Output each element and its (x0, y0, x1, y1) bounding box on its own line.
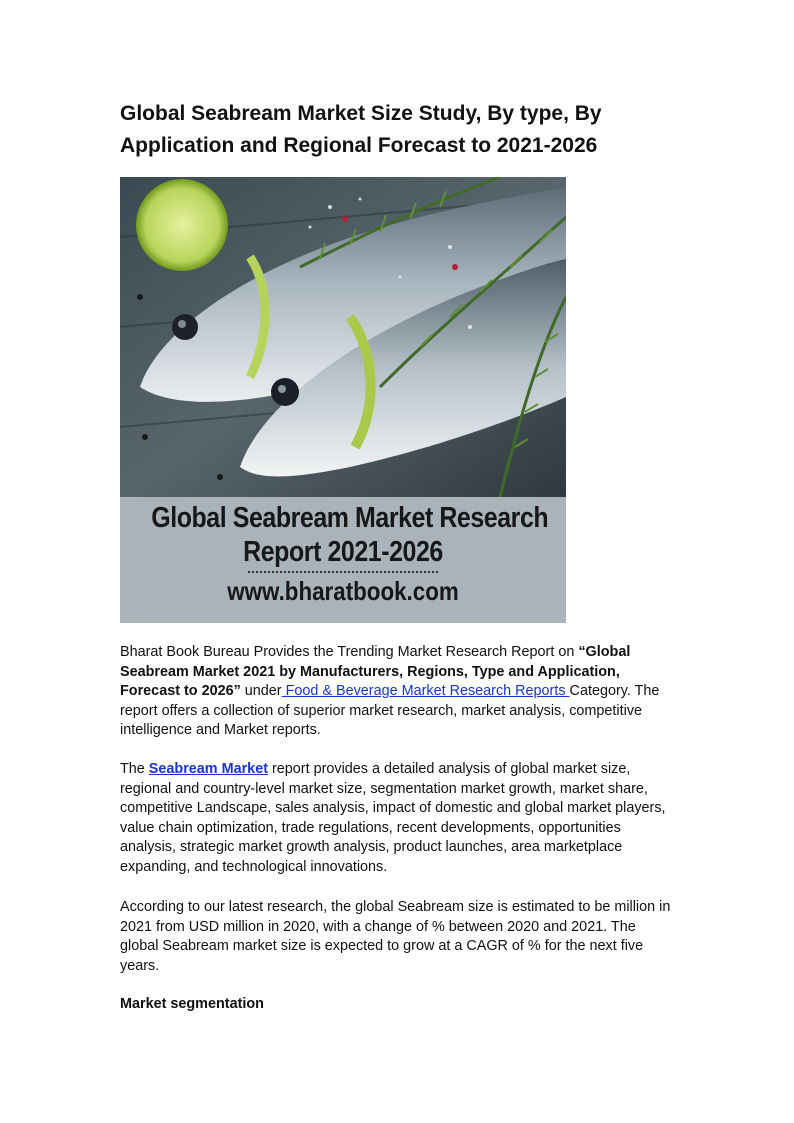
segmentation-heading: Market segmentation (120, 996, 264, 1012)
banner-title: Global Seabream Market Research (151, 502, 549, 534)
banner-divider (248, 571, 438, 573)
page-title: Global Seabream Market Size Study, By type, By Application and Regional Forecast to 2021-2026 (120, 102, 602, 157)
the-text: The (120, 761, 149, 777)
under-text: under (240, 683, 282, 699)
intro-paragraph (120, 643, 676, 741)
seabream-fish-photo (120, 177, 566, 497)
banner-subtitle: Report 2021-2026 (243, 536, 443, 568)
research-paragraph: According to our latest research, the global Seabream size is estimated to be million in 2021 from USD million in 2020, with a change of % between 2020 and 2021. The global Seabream market size is expected to grow at a CAGR of % for the next five years. (120, 899, 671, 974)
intro-rest-text: Category. The report offers a collection of superior market research, market analysis, competitive intelligence and Market reports. (120, 683, 660, 738)
report-title-text: “Global Seabream Market 2021 by Manufacturers, Regions, Type and Application, Forecast to 2026” (120, 644, 631, 699)
hero-image (120, 177, 566, 623)
category-link[interactable]: Food & Beverage Market Research Reports (281, 683, 570, 699)
seabream-market-link[interactable]: Seabream Market (148, 761, 268, 777)
banner-url: www.bharatbook.com (227, 576, 459, 606)
report-banner (120, 497, 566, 623)
market-description-text: report provides a detailed analysis of global market size, regional and country-level market size, segmentation market growth, market share, competitive Landscape, sales analysis, impact of domestic and global market players, value chain optimization, trade regulations, recent developments, opportunities analysis, strategic market growth analysis, product launches, area marketplace expanding, and technological innovations. (120, 761, 666, 875)
lime-slice-icon (136, 179, 228, 271)
intro-text: Bharat Book Bureau Provides the Trending Market Research Report on (120, 644, 579, 660)
market-description-paragraph (120, 760, 676, 877)
